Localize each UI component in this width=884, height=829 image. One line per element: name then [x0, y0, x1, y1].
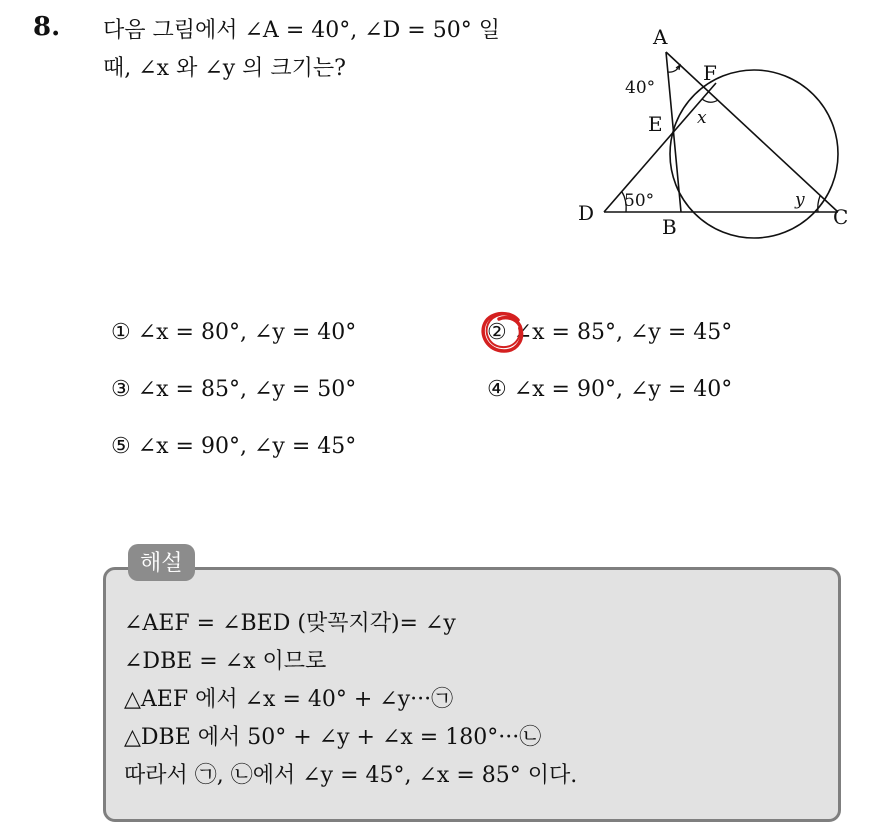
question-line-1: 다음 그림에서 ∠A = 40°, ∠D = 50° 일	[103, 18, 500, 43]
label-b: B	[662, 215, 677, 239]
label-x: x	[697, 108, 707, 128]
solution-line-4: △DBE 에서 50° + ∠y + ∠x = 180°···㉡	[124, 725, 542, 750]
label-angle-d: 50°	[624, 191, 655, 211]
angle-y-arc	[818, 196, 820, 212]
line-d-f	[604, 83, 716, 212]
label-a: A	[653, 25, 668, 49]
choice-2[interactable]: ② ∠x = 85°, ∠y = 45°	[487, 320, 733, 345]
choice-3[interactable]: ③ ∠x = 85°, ∠y = 50°	[111, 377, 357, 402]
label-e: E	[648, 112, 663, 136]
choice-1[interactable]: ① ∠x = 80°, ∠y = 40°	[111, 320, 357, 345]
angle-x-arc	[702, 99, 718, 102]
label-angle-a: 40°	[625, 78, 656, 98]
label-c: C	[833, 205, 849, 229]
choice-4[interactable]: ④ ∠x = 90°, ∠y = 40°	[487, 377, 733, 402]
answer-mark-circle	[478, 308, 528, 356]
solution-line-1: ∠AEF = ∠BED (맞꼭지각)= ∠y	[124, 611, 456, 636]
solution-line-3: △AEF 에서 ∠x = 40° + ∠y···㉠	[124, 687, 454, 712]
solution-tab: 해설	[128, 544, 195, 581]
geometry-figure	[572, 18, 862, 248]
question-line-2: 때, ∠x 와 ∠y 의 크기는?	[103, 56, 346, 81]
label-y: y	[795, 190, 805, 210]
question-text	[103, 12, 500, 88]
label-f: F	[703, 61, 717, 85]
line-a-c	[666, 52, 838, 212]
solution-line-5: 따라서 ㉠, ㉡에서 ∠y = 45°, ∠x = 85° 이다.	[124, 763, 578, 788]
choice-5[interactable]: ⑤ ∠x = 90°, ∠y = 45°	[111, 434, 357, 459]
question-number: 8.	[33, 12, 61, 42]
solution-line-2: ∠DBE = ∠x 이므로	[124, 649, 327, 674]
label-d: D	[578, 201, 595, 225]
